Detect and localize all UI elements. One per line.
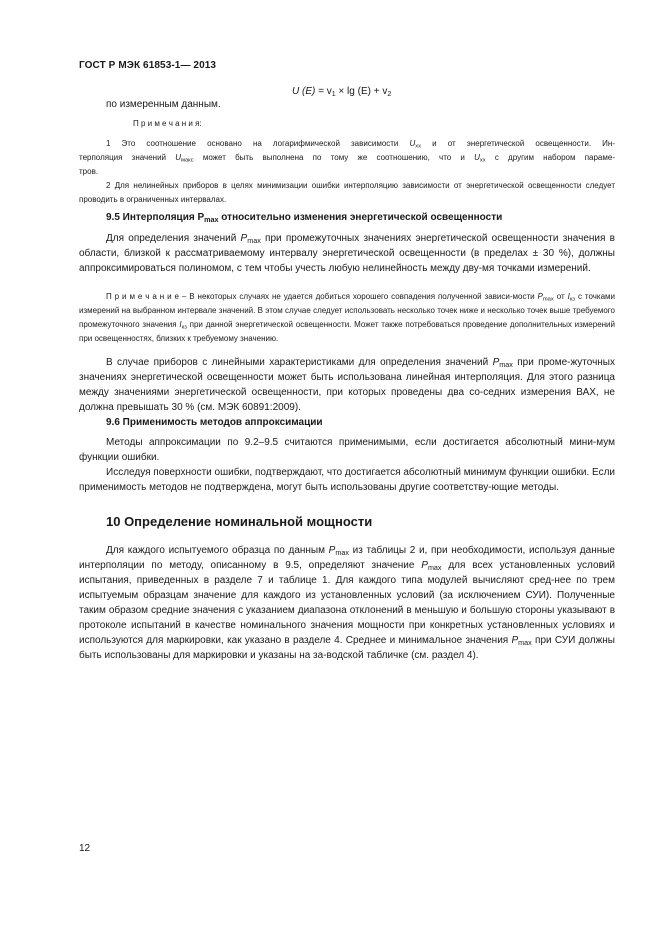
- section-9-5-paragraph-1: Для определения значений $P_{max}$ при промежуточных значениях энергетической освещенности значения в области, близкой к рассматриваемому интервалу энергетической освещенности (в пределах ± 30 %), должны аппроксимироваться полиномом, с тем чтобы учесть любую нелинейность между дву-мя точками измерений.: [79, 233, 615, 274]
- section-9-5-note: П р и м е ч а н и е – В некоторых случаях не удается добиться хорошего совпадения полученной зависи-мости $P_{max}$ от $I_{кз}$ с точками измерений на выбранном интервале значений. В этом случае следует использовать несколько точек ниже и несколько точек выше требуемого промежуточного значения $I_{кз}$ при данной энергетической освещенности. Может также потребоваться проведение дополнительных измерений при освещенностях, близких к требуемому значению.: [79, 292, 616, 343]
- section-9-5-heading: 9.5 Интерполяция $P_{max}$ относительно изменения энергетической освещенности: [106, 212, 503, 224]
- page-number: 12: [79, 843, 91, 854]
- note-2: 2 Для нелинейных приборов в целях минимизации ошибки интерполяцию зависимости от энергетической освещенности следует проводить в ограниченных интервалах.: [79, 181, 615, 204]
- intro-line: по измеренным данным.: [106, 99, 221, 110]
- section-10-heading: 10 Определение номинальной мощности: [106, 514, 373, 529]
- section-9-6-paragraph-2: Исследуя поверхности ошибки, подтверждают, что достигается абсолютный минимум функции ошибки. Если применимость методов не подтверждена, могут быть использованы другие соответству-ющие методы.: [79, 467, 615, 493]
- section-9-5-paragraph-2: В случае приборов с линейными характеристиками для определения значений $P_{max}$ при проме-жуточных значениях энергетической освещенности может быть использована линейная интерполяция. Для этого разница между значениями энергетической освещенности, при которых проведены два со-седних измерения ВАХ, не должна превышать 30 % (см. МЭК 60891:2009).: [79, 357, 615, 413]
- notes-heading: П р и м е ч а н и я:: [133, 119, 202, 128]
- note-1: 1 Это соотношение основано на логарифмической зависимости $U_{хх}$ и от энергетической освещенности. Ин- терполяция значений $U_{макс}$ может быть выполнена по тому же соотношению, что и $U_{хх}$ с другим набором параме- тров.: [79, 139, 616, 176]
- document-header: ГОСТ Р МЭК 61853-1— 2013: [79, 60, 217, 71]
- section-9-6-paragraph-1: Методы аппроксимации по 9.2–9.5 считаются применимыми, если достигается абсолютный мини-мум функции ошибки.: [79, 437, 615, 463]
- formula: U $(E) = v_1 \times \lg (E) + v_2$: [292, 86, 392, 98]
- section-9-6-heading: 9.6 Применимость методов аппроксимации: [106, 417, 323, 428]
- section-10-paragraph: Для каждого испытуемого образца по данным $P_{max}$ из таблицы 2 и, при необходимости, используя данные интерполяции по методу, описанному в 9.5, определяют значение $P_{max}$ для всех установленных условий испытания, приведенных в разделе 7 и таблице 1. Для каждого типа модулей вычисляют сред-нее по трем испытуемым образцам значение для каждого из установленных условий (за исключением СУИ). Полученные таким образом средние значения с указанием диапазона отклонений в меньшую и большую стороны указывают в протоколе испытаний в качестве номинального значения мощности при конкретных установленных условиях и используются для маркировки, как указано в разделе 4. Среднее и минимальное значения $P_{max}$ при СУИ должны быть использованы для маркировки и указаны на за-водской табличке (см. раздел 4).: [79, 545, 615, 661]
